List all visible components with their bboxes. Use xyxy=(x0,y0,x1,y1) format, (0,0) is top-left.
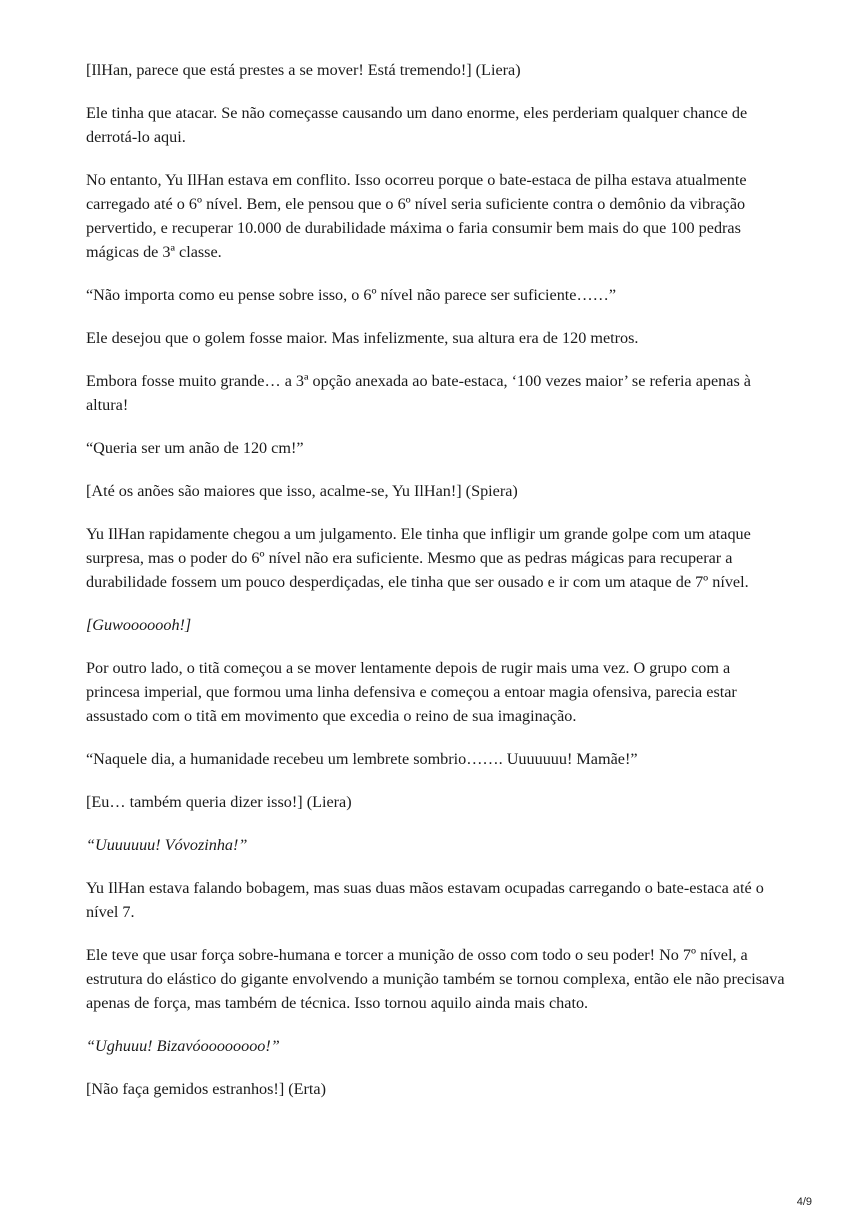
paragraph-17: “Ughuuu! Bizavóoooooooo!” xyxy=(86,1037,280,1055)
page-number: 4/9 xyxy=(796,1196,812,1208)
paragraph-7: “Queria ser um anão de 120 cm!” xyxy=(86,439,304,457)
paragraph-6: Embora fosse muito grande… a 3ª opção anexada ao bate-estaca, ‘100 vezes maior’ se referia apenas à altura! xyxy=(86,372,751,414)
paragraph-4: “Não importa como eu pense sobre isso, o 6º nível não parece ser suficiente……” xyxy=(86,286,617,304)
paragraph-9: Yu IlHan rapidamente chegou a um julgamento. Ele tinha que infligir um grande golpe com um ataque surpresa, mas o poder do 6º nível não era suficiente. Mesmo que as pedras mágicas para recuperar a durabilidade fossem um pouco desperdiçadas, ele tinha que ser ousado e ir com um ataque de 7º nível. xyxy=(86,525,751,591)
paragraph-15: Yu IlHan estava falando bobagem, mas suas duas mãos estavam ocupadas carregando o bate-estaca até o nível 7. xyxy=(86,879,764,921)
paragraph-14: “Uuuuuuu! Vóvozinha!” xyxy=(86,836,248,854)
paragraph-8: [Até os anões são maiores que isso, acalme-se, Yu IlHan!] (Spiera) xyxy=(86,482,518,500)
paragraph-13: [Eu… também queria dizer isso!] (Liera) xyxy=(86,793,352,811)
paragraph-11: Por outro lado, o titã começou a se mover lentamente depois de rugir mais uma vez. O grupo com a princesa imperial, que formou uma linha defensiva e começou a entoar magia ofensiva, parecia estar assustado com o titã em movimento que excedia o reino de sua imaginação. xyxy=(86,659,737,725)
paragraph-2: Ele tinha que atacar. Se não começasse causando um dano enorme, eles perderiam qualquer chance de derrotá-lo aqui. xyxy=(86,104,748,146)
document-page xyxy=(86,58,786,1120)
paragraph-5: Ele desejou que o golem fosse maior. Mas infelizmente, sua altura era de 120 metros. xyxy=(86,329,639,347)
paragraph-1: [IlHan, parece que está prestes a se mover! Está tremendo!] (Liera) xyxy=(86,61,521,79)
paragraph-12: “Naquele dia, a humanidade recebeu um lembrete sombrio……. Uuuuuuu! Mamãe!” xyxy=(86,750,638,768)
paragraph-16: Ele teve que usar força sobre-humana e torcer a munição de osso com todo o seu poder! No 7º nível, a estrutura do elástico do gigante envolvendo a munição também se tornou complexa, então ele não precisava apenas de força, mas também de técnica. Isso tornou aquilo ainda mais chato. xyxy=(86,946,785,1012)
paragraph-3: No entanto, Yu IlHan estava em conflito. Isso ocorreu porque o bate-estaca de pilha estava atualmente carregado até o 6º nível. Bem, ele pensou que o 6º nível seria suficiente contra o demônio da vibração pervertido, e recuperar 10.000 de durabilidade máxima o faria consumir bem mais do que 100 pedras mágicas de 3ª classe. xyxy=(86,171,747,261)
paragraph-10: [Guwooooooh!] xyxy=(86,616,192,634)
paragraph-18: [Não faça gemidos estranhos!] (Erta) xyxy=(86,1080,327,1098)
